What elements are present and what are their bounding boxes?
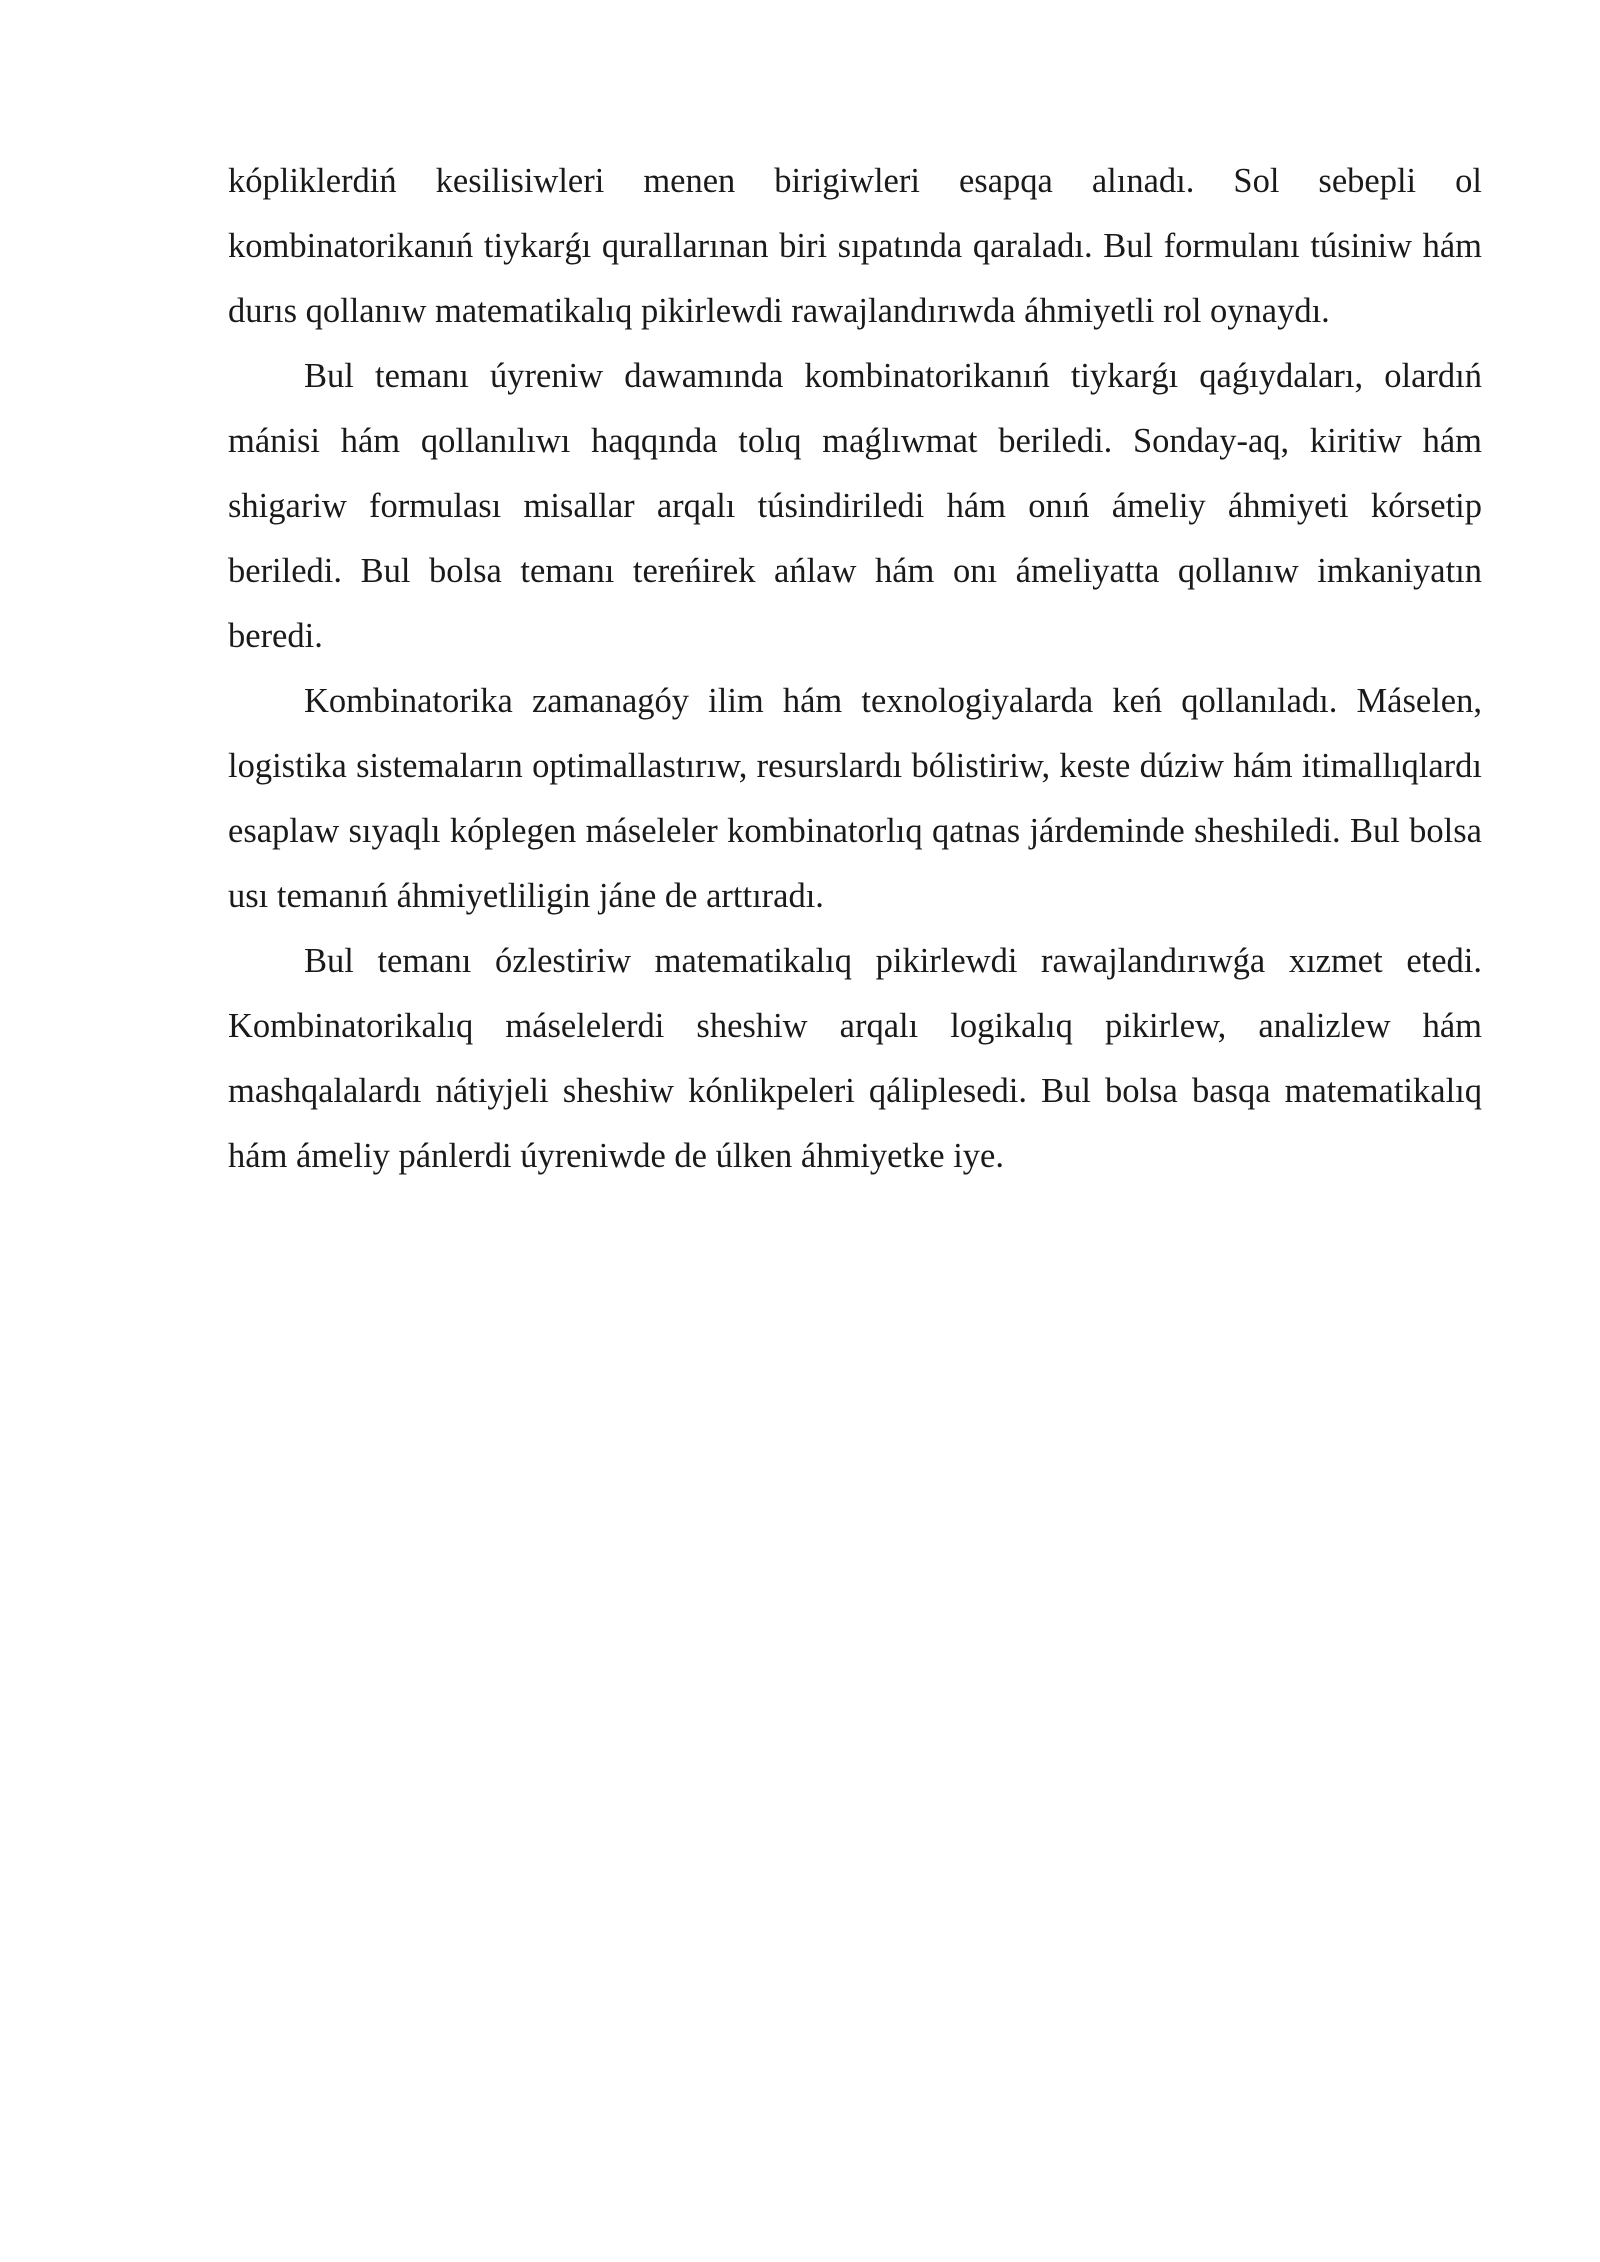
paragraph-topic-study: Bul temanı úyreniw dawamında kombinatorikanıń tiykarǵı qaǵıydaları, olardıń mánisi hám qollanılıwı haqqında tolıq maǵlıwmat beriledi. Sonday-aq, kiritiw hám shigariw formulası misallar arqalı túsindiriledi hám onıń ámeliy áhmiyeti kórsetip beriledi. Bul bolsa temanı tereńirek ańlaw hám onı ámeliyatta qollanıw imkaniyatın beredi.	[228, 357, 1482, 655]
paragraph-continuation: kópliklerdiń kesilisiwleri menen birigiwleri esapqa alınadı. Sol sebepli ol kombinatorikanıń tiykarǵı qurallarınan biri sıpatında qaraladı. Bul formulanı túsiniw hám durıs qollanıw matematikalıq pikirlewdi rawajlandırıwda áhmiyetli rol oynaydı.	[228, 162, 1482, 330]
paragraph-thinking-skills: Bul temanı ózlestiriw matematikalıq pikirlewdi rawajlandırıwǵa xızmet etedi. Kombinatorikalıq máselelerdi sheshiw arqalı logikalıq pikirlew, analizlew hám mashqalalardı nátiyjeli sheshiw kónlikpeleri qáliplesedi. Bul bolsa basqa matematikalıq hám ámeliy pánlerdi úyreniwde de úlken áhmiyetke iye.	[228, 942, 1482, 1175]
body-text	[228, 149, 1482, 1189]
paragraph-applications: Kombinatorika zamanagóy ilim hám texnologiyalarda keń qollanıladı. Máselen, logistika sistemaların optimallastırıw, resurslardı bólistiriw, keste dúziw hám itimallıqlardı esaplaw sıyaqlı kóplegen máseleler kombinatorlıq qatnas járdeminde sheshiledi. Bul bolsa usı temanıń áhmiyetliligin jáne de arttıradı.	[228, 682, 1482, 915]
